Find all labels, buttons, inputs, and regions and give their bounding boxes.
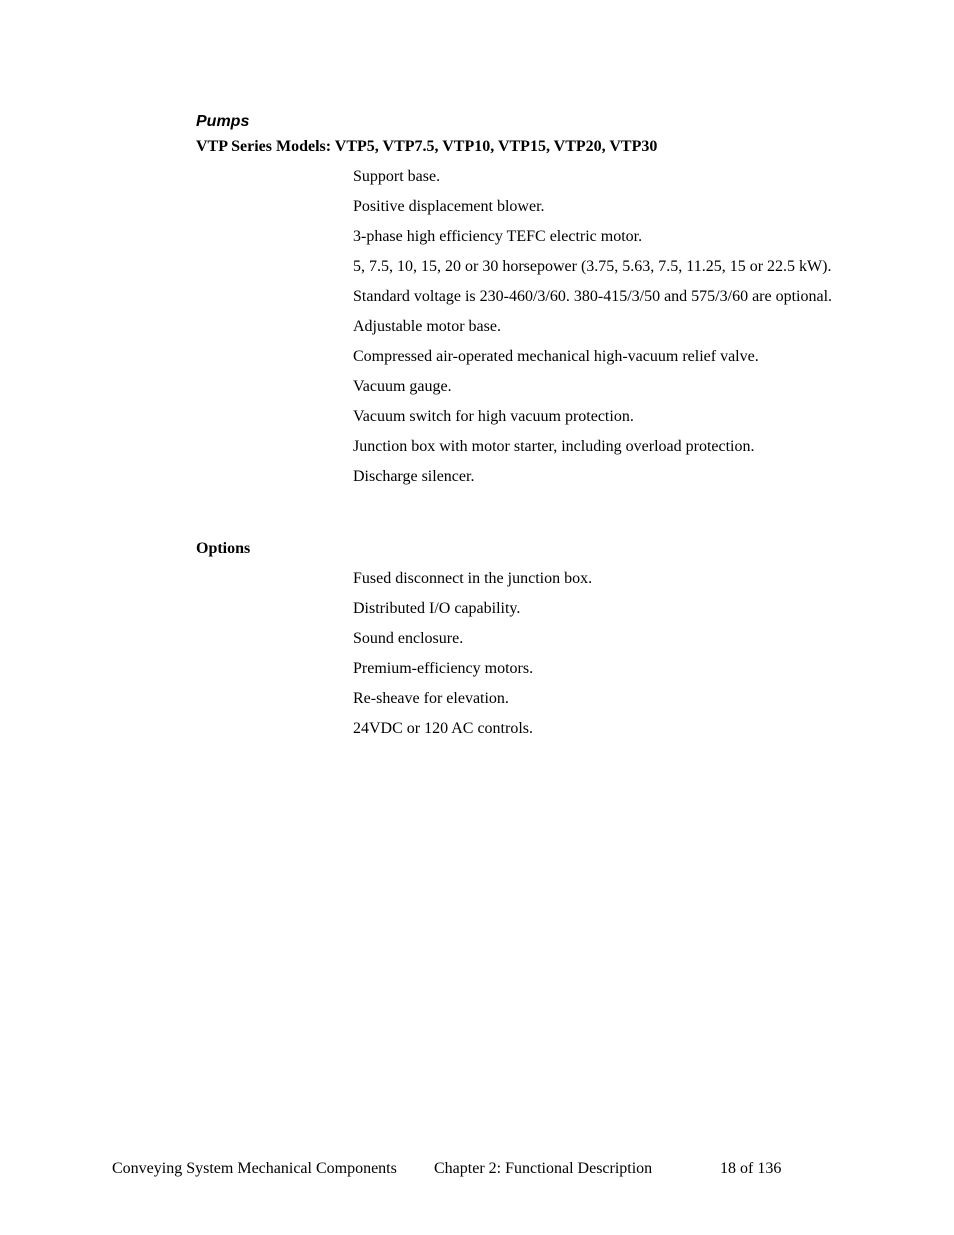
options-list — [353, 569, 838, 749]
feature-item: Compressed air-operated mechanical high-vacuum relief valve. — [353, 348, 759, 365]
feature-item: Discharge silencer. — [353, 468, 475, 485]
section-title: Pumps — [196, 113, 250, 130]
option-item: Distributed I/O capability. — [353, 600, 521, 617]
feature-item: 5, 7.5, 10, 15, 20 or 30 horsepower (3.75, 5.63, 7.5, 11.25, 15 or 22.5 kW). — [353, 258, 832, 275]
feature-item: 3-phase high efficiency TEFC electric motor. — [353, 228, 643, 245]
feature-item: Vacuum gauge. — [353, 378, 452, 395]
feature-item: Standard voltage is 230-460/3/60. 380-415/3/50 and 575/3/60 are optional. — [353, 288, 833, 305]
option-item: Premium-efficiency motors. — [353, 660, 534, 677]
feature-item: Support base. — [353, 168, 441, 185]
options-heading: Options — [196, 540, 251, 557]
feature-item: Positive displacement blower. — [353, 198, 545, 215]
feature-item: Junction box with motor starter, including overload protection. — [353, 438, 755, 455]
option-item: Fused disconnect in the junction box. — [353, 570, 593, 587]
option-item: 24VDC or 120 AC controls. — [353, 720, 533, 737]
footer-document-title: Conveying System Mechanical Components — [112, 1160, 397, 1177]
feature-item: Adjustable motor base. — [353, 318, 501, 335]
footer-page-number: 18 of 136 — [720, 1160, 782, 1177]
option-item: Sound enclosure. — [353, 630, 464, 647]
model-heading: VTP Series Models: VTP5, VTP7.5, VTP10, VTP15, VTP20, VTP30 — [196, 138, 658, 155]
features-list — [353, 167, 838, 497]
feature-item: Vacuum switch for high vacuum protection. — [353, 408, 634, 425]
option-item: Re-sheave for elevation. — [353, 690, 509, 707]
footer-chapter: Chapter 2: Functional Description — [434, 1160, 653, 1177]
